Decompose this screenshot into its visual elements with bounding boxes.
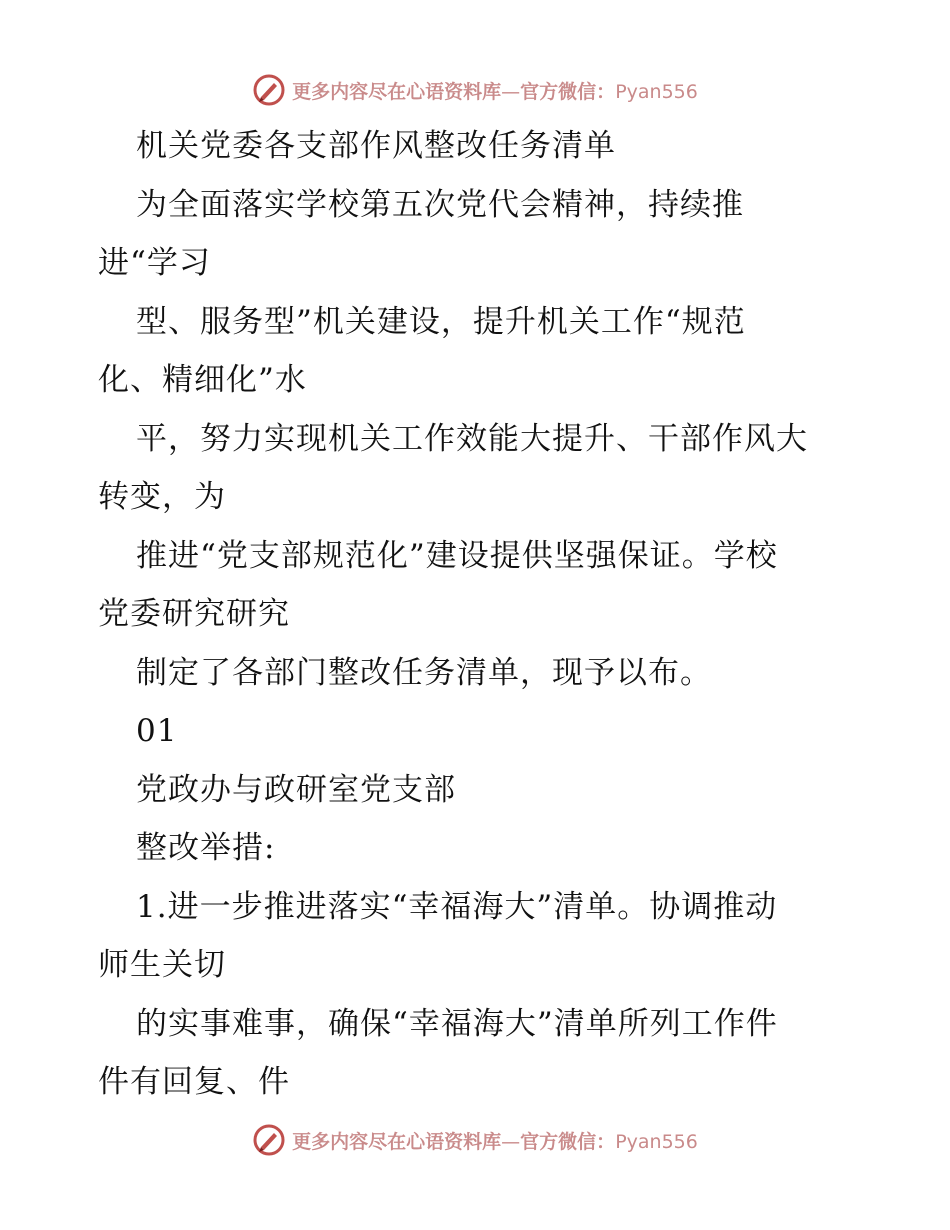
watermark-dash: — xyxy=(501,80,521,103)
list-item-line: 的实事难事，确保“幸福海大”清单所列工作件 xyxy=(136,1006,778,1042)
document-title: 机关党委各支部作风整改任务清单 xyxy=(136,128,616,164)
paragraph-line: 为全面落实学校第五次党代会精神，持续推 xyxy=(136,187,744,223)
paragraph-line: 转变，为 xyxy=(98,479,226,515)
section-heading: 党政办与政研室党支部 xyxy=(136,772,456,808)
watermark-main: 更多内容尽在心语资料库 xyxy=(292,80,502,103)
watermark-text xyxy=(292,1127,698,1154)
watermark-label: 官方微信： xyxy=(520,1130,616,1153)
watermark-footer xyxy=(0,1120,950,1160)
paragraph-line: 推进“党支部规范化”建设提供坚强保证。学校 xyxy=(136,538,778,574)
list-item-line: 1.进一步推进落实“幸福海大”清单。协调推动 xyxy=(136,889,778,925)
subsection-heading: 整改举措: xyxy=(136,830,276,866)
paragraph-line: 制定了各部门整改任务清单，现予以布。 xyxy=(136,655,712,691)
paragraph-line: 化、精细化”水 xyxy=(98,362,307,398)
watermark-header xyxy=(0,70,950,110)
watermark-id: Pyan556 xyxy=(615,1130,698,1153)
watermark-label: 官方微信： xyxy=(520,80,616,103)
paragraph-line: 党委研究研究 xyxy=(98,596,290,632)
watermark-main: 更多内容尽在心语资料库 xyxy=(292,1130,502,1153)
logo-pen-icon xyxy=(252,1123,286,1157)
section-number: 01 xyxy=(136,713,178,749)
paragraph-line: 进“学习 xyxy=(98,245,211,281)
paragraph-line: 型、服务型”机关建设，提升机关工作“规范 xyxy=(136,304,746,340)
list-item-line: 师生关切 xyxy=(98,947,226,983)
watermark-dash: — xyxy=(501,1130,521,1153)
watermark-id: Pyan556 xyxy=(615,80,698,103)
paragraph-line: 平，努力实现机关工作效能大提升、干部作风大 xyxy=(136,421,808,457)
watermark-text xyxy=(292,77,698,104)
logo-pen-icon xyxy=(252,73,286,107)
list-item-line: 件有回复、件 xyxy=(98,1064,290,1100)
